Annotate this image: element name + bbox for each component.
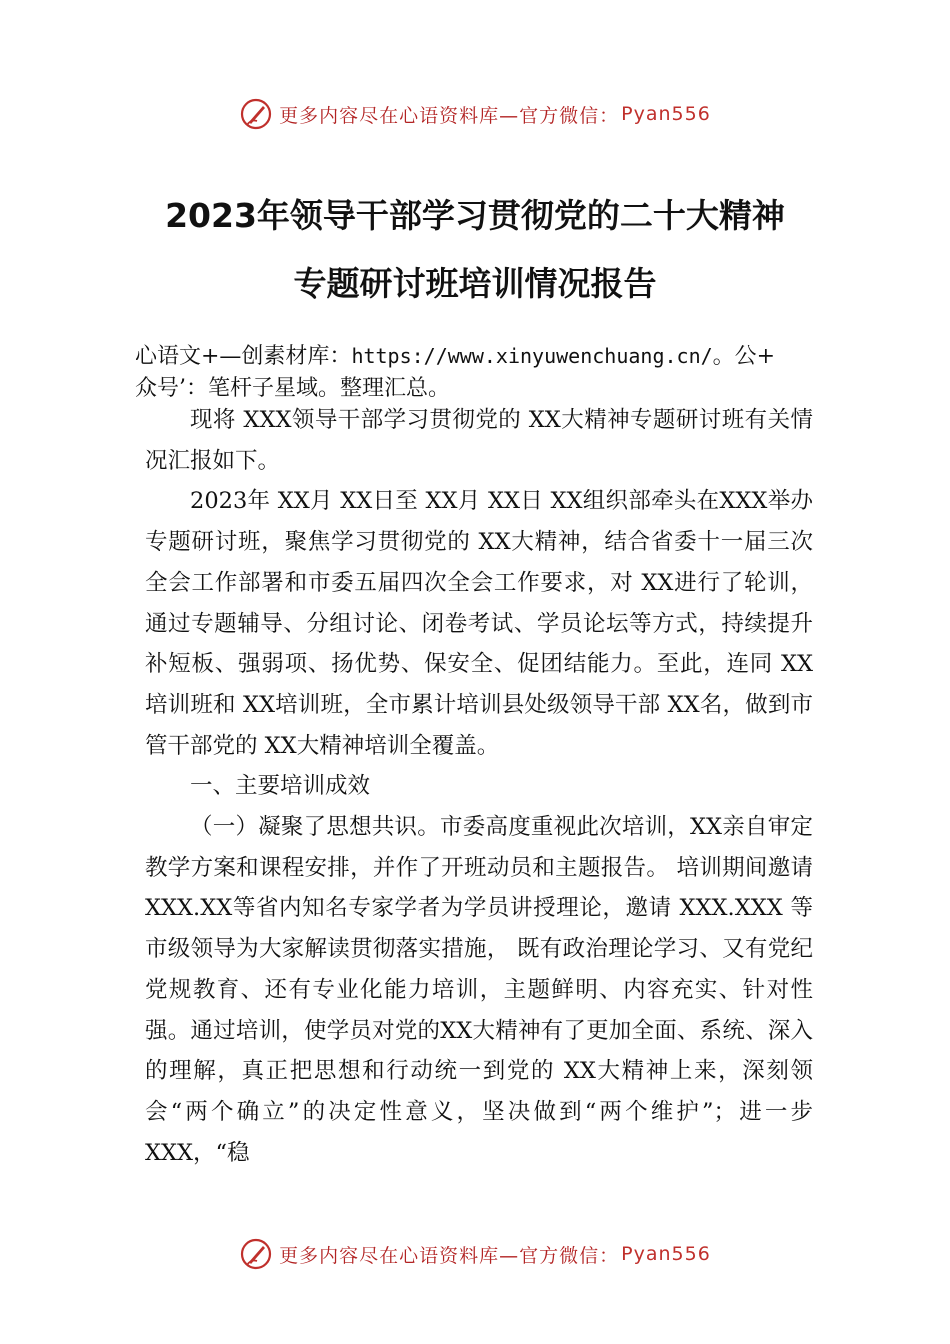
document-title-line-2: 专题研讨班培训情况报告	[293, 264, 657, 303]
paragraph-subsection-1: （一）凝聚了思想共识。市委高度重视此次培训，XX亲自审定教学方案和课程安排，并作了开班动员和主题报告。 培训期间邀请 XXX.XX等省内知名专家学者为学员讲授理论，邀请 XXX.XXX 等市级领导为大家解读贯彻落实措施， 既有政治理论学习、又有党纪党规教育、还有专业化能力培训，主题鲜明、内容充实、针对性强。通过培训，使学员对党的XX大精神有了更加全面、系统、深入的理解，真正把思想和行动统一到党的 XX大精神上来，深刻领会“两个确立”的决定性意义，坚决做到“两个维护”；进一步 XXX，“稳	[145, 814, 813, 1166]
quill-logo-icon	[239, 97, 273, 131]
quill-logo-icon	[239, 1237, 273, 1271]
source-suffix: 。公+	[712, 344, 776, 369]
banner-text: 更多内容尽在心语资料库—官方微信：	[279, 104, 620, 127]
paragraph-intro: 现将 XXX领导干部学习贯彻党的 XX大精神专题研讨班有关情况汇报如下。	[145, 407, 813, 474]
paragraph-overview: 2023年 XX月 XX日至 XX月 XX日 XX组织部牵头在XXX举办专题研讨班，聚焦学习贯彻党的 XX大精神，结合省委十一届三次全会工作部署和市委五届四次全会工作要求，对 XX进行了轮训，通过专题辅导、分组讨论、闭卷考试、学员论坛等方式，持续提升补短板、强弱项、扬优势、保安全、促团结能力。至此，连同 XX培训班和 XX培训班，全市累计培训县处级领导干部 XX名，做到市管干部党的 XX大精神培训全覆盖。	[145, 488, 813, 759]
section-heading: 一、主要培训成效	[190, 773, 371, 800]
banner-text: 更多内容尽在心语资料库—官方微信：	[279, 1244, 620, 1267]
source-url-link[interactable]: https://www.xinyuwenchuang.cn/	[351, 344, 713, 368]
source-line-2: 众号’：笔杆子星域。整理汇总。	[135, 376, 450, 401]
document-title-line-1: 2023年领导干部学习贯彻党的二十大精神	[165, 196, 785, 235]
banner-wechat-id: Pyan556	[621, 1243, 711, 1265]
document-body	[145, 400, 813, 1173]
banner-wechat-id: Pyan556	[621, 103, 711, 125]
header-watermark-banner	[0, 94, 950, 134]
footer-watermark-banner	[0, 1234, 950, 1274]
source-note	[135, 340, 835, 405]
source-prefix: 心语文+—创素材库：	[135, 344, 352, 369]
